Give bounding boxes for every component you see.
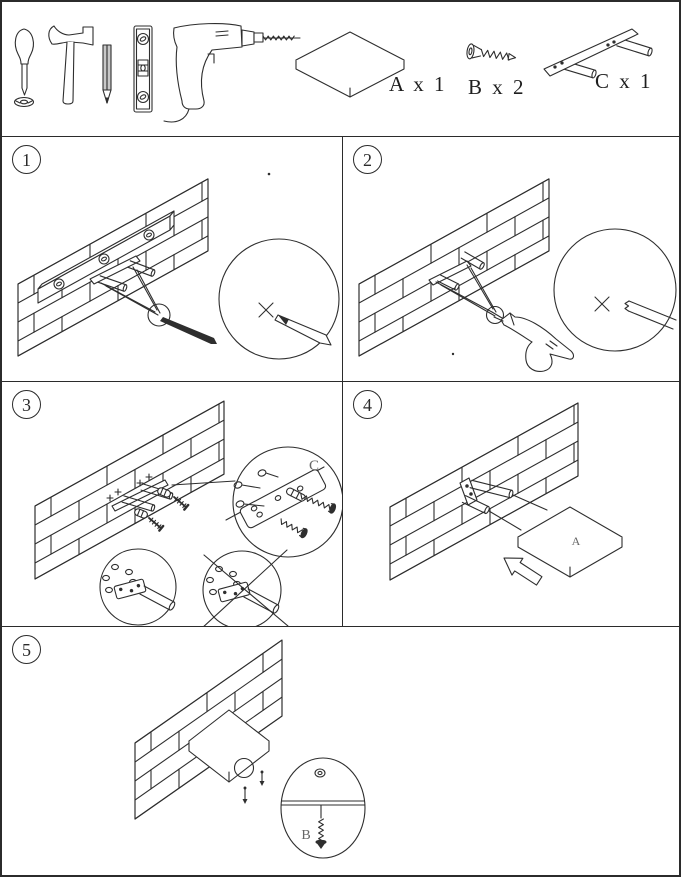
screw-b-icon <box>260 771 265 786</box>
step-1-number: 1 <box>22 149 31 170</box>
screwdriver-icon <box>15 29 34 107</box>
step-4-badge <box>353 390 382 419</box>
step-2-badge <box>353 145 382 174</box>
step-2-drawing <box>343 137 678 381</box>
bracket-callout-label: C <box>308 458 320 474</box>
screw-callout-label: B <box>301 828 311 843</box>
step-5-badge <box>12 635 41 664</box>
detail-callout-circle <box>554 229 676 351</box>
step-4-number: 4 <box>363 394 372 415</box>
step-3-badge <box>12 390 41 419</box>
step-3-number: 3 <box>22 394 31 415</box>
pencil-icon <box>103 45 111 103</box>
step-2-number: 2 <box>363 149 372 170</box>
spirit-level-icon <box>134 26 152 112</box>
screw-icon <box>147 516 163 531</box>
step-1-panel <box>2 137 342 381</box>
steps-row-3 <box>2 627 679 870</box>
part-b-qty-label: B x 2 <box>468 75 527 99</box>
screw-b-icon <box>243 787 248 804</box>
orientation-wrong-callout <box>201 550 288 626</box>
step-5-panel <box>2 627 679 870</box>
shelf-board-icon <box>296 32 404 97</box>
tools-and-parts-drawing <box>2 2 678 136</box>
step-3-drawing <box>2 382 342 626</box>
steps-row-1 <box>2 137 679 382</box>
step-5-drawing <box>2 627 678 870</box>
shelf-callout-label: A <box>571 534 581 548</box>
orientation-correct-callout <box>100 549 176 625</box>
step-5-number: 5 <box>22 639 31 660</box>
power-drill-icon <box>492 312 573 371</box>
tools-and-parts-panel <box>2 2 679 137</box>
step-4-panel <box>342 382 679 626</box>
part-c-qty-label: C x 1 <box>595 69 654 93</box>
step-3-panel <box>2 382 342 626</box>
part-a-qty-label: A x 1 <box>389 72 448 96</box>
steps-row-2 <box>2 382 679 627</box>
step-2-panel <box>342 137 679 381</box>
shelf-board <box>518 507 622 577</box>
step-4-drawing <box>343 382 678 626</box>
screw-icon <box>466 43 517 65</box>
step-1-badge <box>12 145 41 174</box>
shelf-board <box>296 32 404 97</box>
pencil-icon <box>160 317 217 344</box>
step-1-drawing <box>2 137 342 381</box>
power-drill-icon <box>164 24 300 122</box>
hammer-icon <box>49 26 93 104</box>
